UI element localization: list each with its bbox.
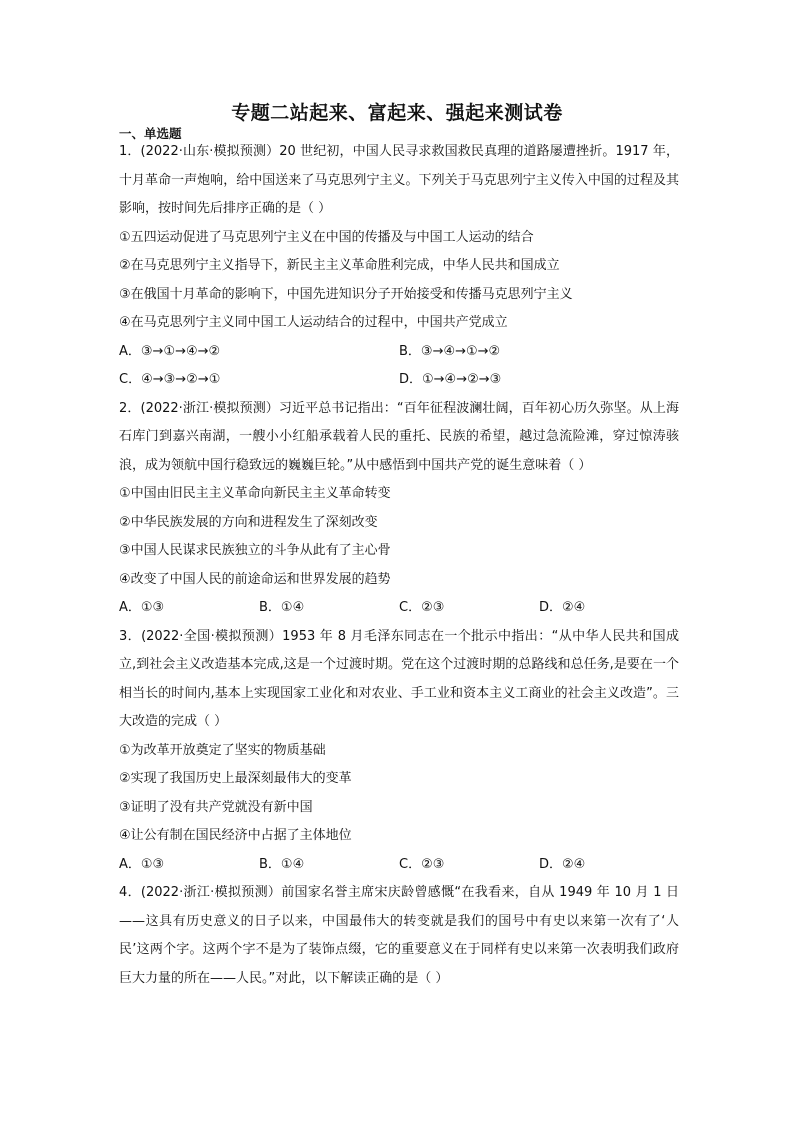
question-stem: 2．(2022·浙江·模拟预测）习近平总书记指出：“百年征程波澜壮阔，百年初心历久弥坚。从上海石库门到嘉兴南湖，一艘小小红船承载着人民的重托、民族的希望，越过急流险滩，穿过惊涛骇浪，成为领航中国行稳致远的巍巍巨轮。”从中感悟到中国共产党的诞生意味着（ ） (119, 400, 679, 473)
statement: ②实现了我国历史上最深刻最伟大的变革 (119, 771, 352, 786)
section-title: 一、单选题 (119, 126, 182, 141)
question-2 (119, 395, 679, 623)
statement: ④改变了中国人民的前途命运和世界发展的趋势 (119, 571, 391, 587)
statement: ②在马克思列宁主义指导下，新民主主义革命胜利完成，中华人民共和国成立 (119, 258, 560, 273)
options-row (119, 851, 679, 880)
option-c: C．②③ (399, 856, 445, 872)
question-1 (119, 138, 679, 395)
question-stem: 4．(2022·浙江·模拟预测）前国家名誉主席宋庆龄曾感慨“在我看来，自从 1949 年 10 月 1 日——这具有历史意义的日子以来，中国最伟大的转变就是我们的国号中有史以来第一次有了‘人民’这两个字。这两个字不是为了装饰点缀，它的重要意义在于同样有史以来第一次表明我们政府巨大力量的所在——人民。”对此，以下解读正确的是（ ） (119, 885, 679, 986)
option-c: C．②③ (399, 600, 445, 615)
options-row (119, 366, 679, 395)
question-4 (119, 879, 679, 993)
statement: ④在马克思列宁主义同中国工人运动结合的过程中，中国共产党成立 (119, 315, 508, 330)
options-row (119, 594, 679, 623)
question-stem: 3．(2022·全国·模拟预测）1953 年 8 月毛泽东同志在一个批示中指出：“从中华人民共和国成立,到社会主义改造基本完成,这是一个过渡时期。党在这个过渡时期的总路线和总任务,是要在一个相当长的时间内,基本上实现国家工业化和对农业、手工业和资本主义工商业的社会主义改造”。三大改造的完成（ ） (119, 628, 679, 729)
question-stem: 1．(2022·山东·模拟预测）20 世纪初，中国人民寻求救国救民真理的道路屡遭挫折。1917 年，十月革命一声炮响，给中国送来了马克思列宁主义。下列关于马克思列宁主义传入中国的过程及其影响，按时间先后排序正确的是（ ） (119, 144, 679, 216)
statement: ④让公有制在国民经济中占据了主体地位 (119, 828, 352, 843)
option-a: A．①③ (119, 600, 165, 615)
statement: ①为改革开放奠定了坚实的物质基础 (119, 742, 326, 758)
option-a: A．①③ (119, 856, 165, 872)
statement: ①中国由旧民主主义革命向新民主主义革命转变 (119, 486, 391, 501)
page-title: 专题二站起来、富起来、强起来测试卷 (231, 102, 563, 124)
question-list (119, 138, 679, 993)
option-d: D．②④ (539, 856, 586, 872)
question-3 (119, 623, 679, 880)
options-row (119, 338, 679, 367)
option-c: C．④→③→②→① (119, 372, 221, 387)
statement: ③在俄国十月革命的影响下，中国先进知识分子开始接受和传播马克思列宁主义 (119, 286, 573, 302)
statement: ③中国人民谋求民族独立的斗争从此有了主心骨 (119, 543, 391, 558)
option-b: B．①④ (259, 600, 305, 615)
option-b: B．③→④→①→② (399, 343, 501, 359)
option-d: D．②④ (539, 600, 586, 615)
option-a: A．③→①→④→② (119, 343, 221, 359)
statement: ①五四运动促进了马克思列宁主义在中国的传播及与中国工人运动的结合 (119, 229, 534, 245)
statement: ②中华民族发展的方向和进程发生了深刻改变 (119, 514, 378, 530)
statement: ③证明了没有共产党就没有新中国 (119, 799, 313, 815)
option-d: D．①→④→②→③ (399, 372, 502, 387)
option-b: B．①④ (259, 856, 305, 872)
